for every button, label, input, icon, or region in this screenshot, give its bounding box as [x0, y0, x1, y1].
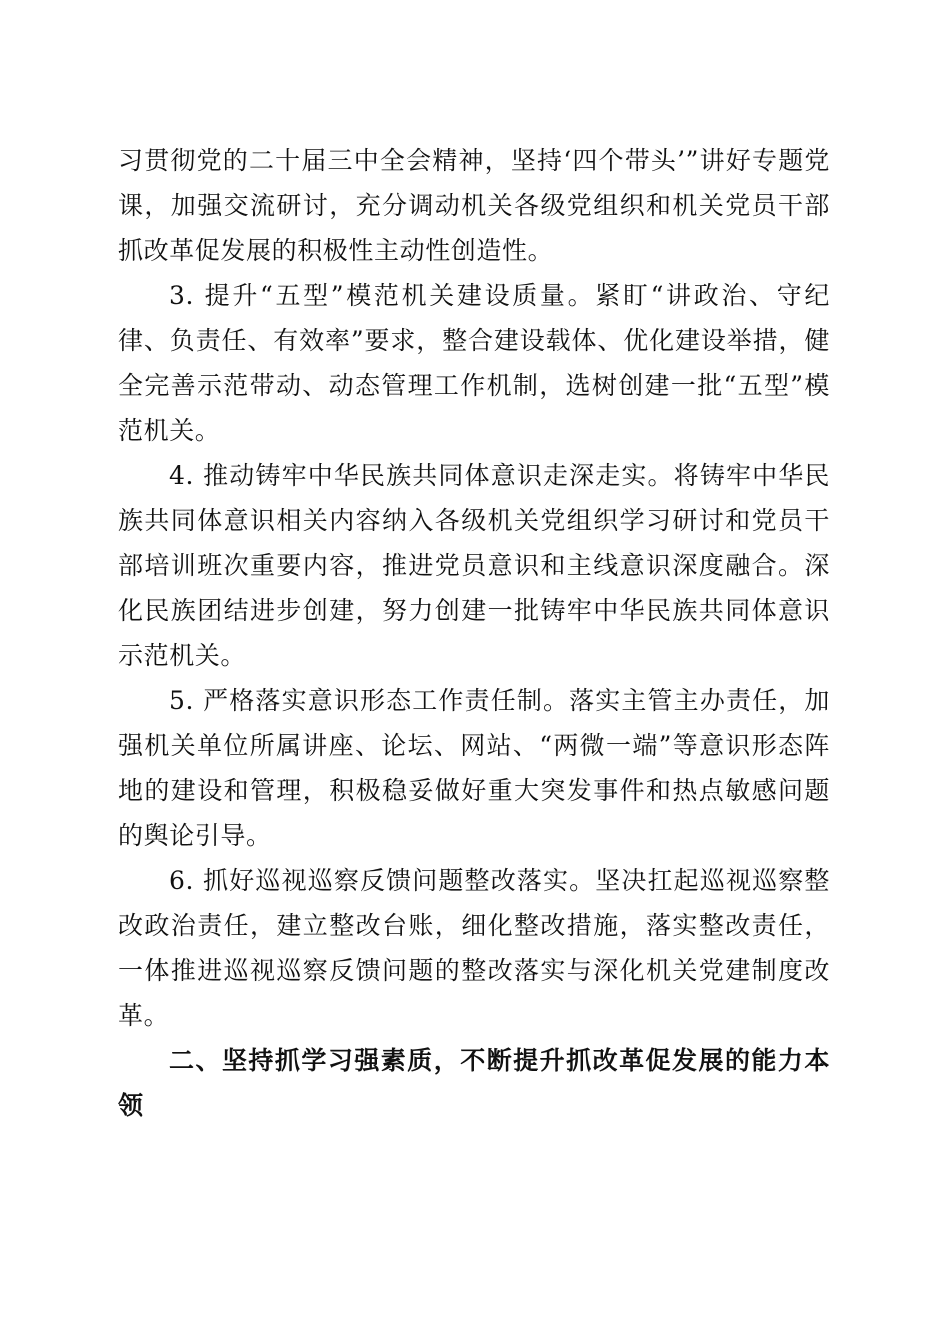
paragraph-item-5: 5. 严格落实意识形态工作责任制。落实主管主办责任，加强机关单位所属讲座、论坛、网站、“两微一端”等意识形态阵地的建设和管理，积极稳妥做好重大突发事件和热点敏感问题的舆论引导。 — [118, 686, 830, 850]
paragraph-item-3: 3. 提升“五型”模范机关建设质量。紧盯“讲政治、守纪律、负责任、有效率”要求，整合建设载体、优化建设举措，健全完善示范带动、动态管理工作机制，选树创建一批“五型”模范机关。 — [118, 281, 830, 445]
paragraph-item-6: 6. 抓好巡视巡察反馈问题整改落实。坚决扛起巡视巡察整改政治责任，建立整改台账，细化整改措施，落实整改责任，一体推进巡视巡察反馈问题的整改落实与深化机关党建制度改革。 — [118, 866, 830, 1030]
paragraph-continuation: 习贯彻党的二十届三中全会精神，坚持‘四个带头’”讲好专题党课，加强交流研讨，充分调动机关各级党组织和机关党员干部抓改革促发展的积极性主动性创造性。 — [118, 146, 830, 265]
document-page — [118, 138, 830, 1128]
section-heading: 二、坚持抓学习强素质，不断提升抓改革促发展的能力本领 — [118, 1046, 830, 1120]
paragraph-item-4: 4. 推动铸牢中华民族共同体意识走深走实。将铸牢中华民族共同体意识相关内容纳入各级机关党组织学习研讨和党员干部培训班次重要内容，推进党员意识和主线意识深度融合。深化民族团结进步创建，努力创建一批铸牢中华民族共同体意识示范机关。 — [118, 461, 830, 670]
